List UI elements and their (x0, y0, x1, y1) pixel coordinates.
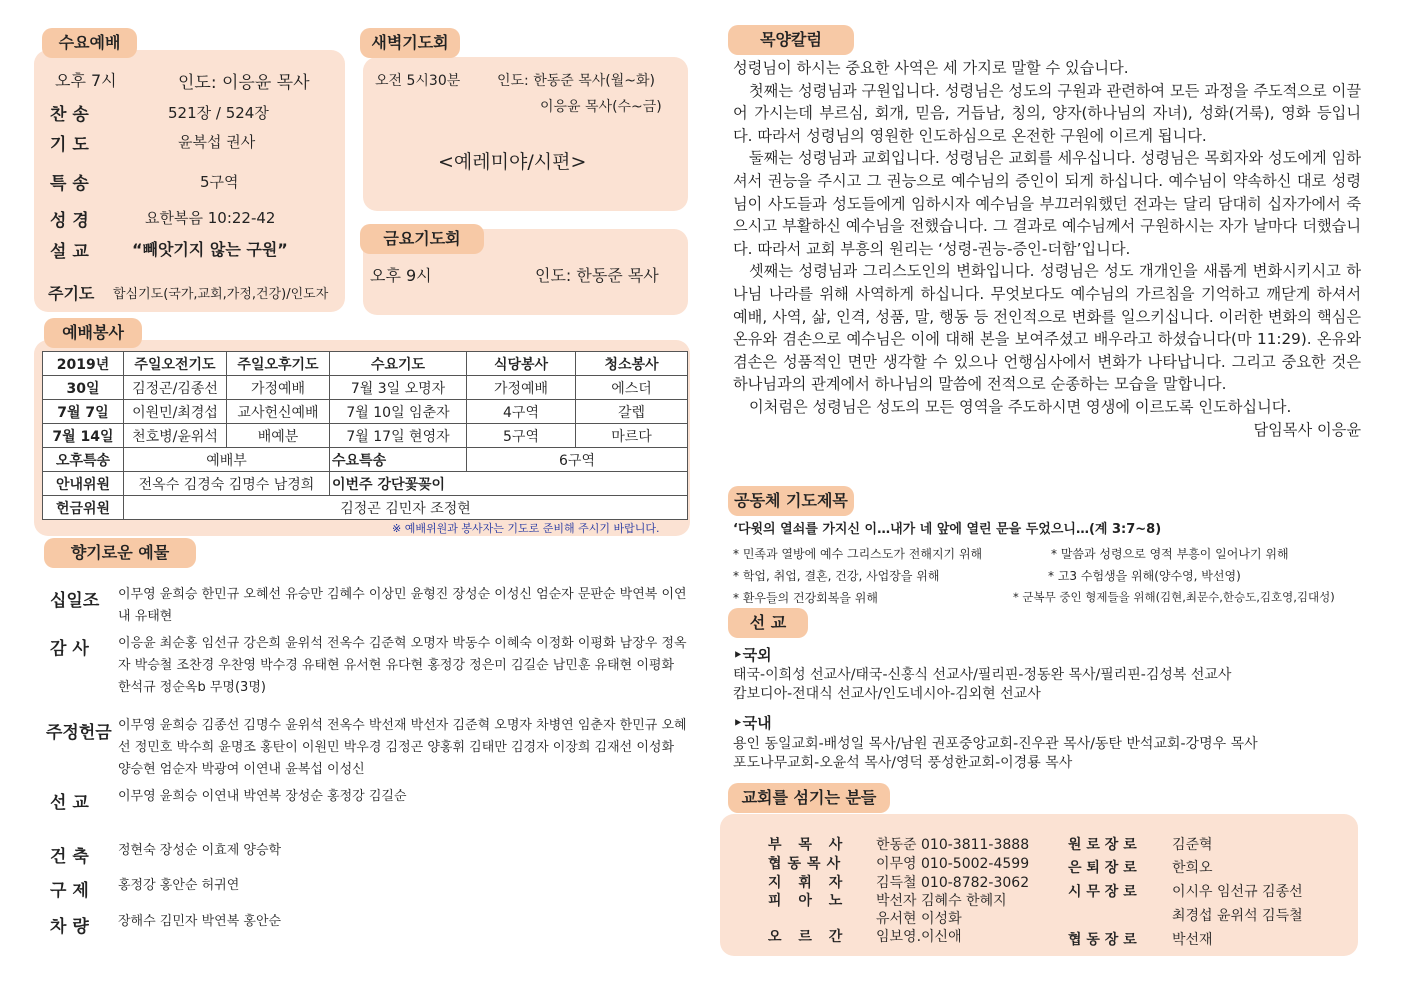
table-cell: 30일 (43, 376, 124, 400)
offering-group-label: 차 량 (50, 917, 89, 937)
table-cell: 7월 3일 오명자 (330, 376, 467, 400)
prayer-verse: ‘다윗의 열쇠를 가지신 이…내가 네 앞에 열린 문을 두었으니…(계 3:7~8) (733, 522, 1162, 537)
table-header: 주일오전기도 (124, 352, 227, 376)
staff-role: 부 목 사 (768, 837, 849, 853)
table-cell: 마르다 (576, 424, 688, 448)
mission-domestic-line: 용인 동일교회-배성일 목사/남원 권포중앙교회-진우관 목사/동탄 반석교회-강명우 목사 (733, 736, 1258, 752)
prayer-item: * 고3 수험생을 위해(양수영, 박선영) (1048, 569, 1241, 583)
offering-group-names: 이응윤 최순홍 임선규 강은희 윤위석 전옥수 김준혁 오명자 박동수 이혜숙 이정화 이평화 남장우 정옥자 박승철 조찬경 우찬영 박수경 유태현 유서현 유다현 홍정강 정은미 김길순 남민훈 유태현 이평화 한석규 정순옥b 무명(3명) (118, 636, 687, 695)
offering-group-names: 정현숙 장성순 이효제 양승학 (118, 843, 282, 858)
service-table (42, 351, 688, 520)
staff-role: 협동목사 (768, 856, 847, 872)
table-header: 수요기도 (330, 352, 467, 376)
prayer-item: * 말씀과 성령으로 영적 부흥이 일어나기 위해 (1051, 547, 1289, 561)
mission-domestic-title: ‣국내 (733, 714, 772, 732)
table-cell: 천호병/윤위석 (124, 424, 227, 448)
table-cell: 7월 14일 (43, 424, 124, 448)
wednesday-leader: 인도: 이응윤 목사 (178, 73, 310, 93)
offering-committee-value: 김정곤 김민자 조정현 (124, 496, 688, 520)
mission-overseas-line: 태국-이희성 선교사/태국-신홍식 선교사/필리핀-정동완 목사/필리핀-김성복 선교사 (733, 667, 1232, 683)
special-label: 특 송 (50, 174, 89, 194)
table-cell: 배예분 (227, 424, 330, 448)
flowers-value: 이번주 강단꽃꽂이 (330, 472, 688, 496)
staff-info: 한동준 010-3811-3888 (876, 837, 1030, 853)
mission-overseas-line: 캄보디아-전대식 선교사/인도네시아-김외현 선교사 (733, 686, 1041, 702)
staff-role: 오 르 간 (768, 929, 849, 945)
dawn-time: 오전 5시30분 (375, 73, 461, 89)
column-paragraph: 성령님이 하시는 중요한 사역은 세 가지로 말할 수 있습니다. (733, 59, 1129, 77)
staff-info: 김준혁 (1172, 837, 1213, 853)
staff-info: 이무영 010-5002-4599 (876, 856, 1030, 872)
staff-info: 최경섭 윤위석 김득철 (1172, 908, 1303, 924)
afternoon-value: 예배부 (124, 448, 330, 472)
offering-group-label: 십일조 (50, 591, 100, 611)
main-prayer-value: 합심기도(국가,교회,가정,건강)/인도자 (113, 287, 329, 302)
table-cell: 이원민/최경섭 (124, 400, 227, 424)
table-header: 2019년 (43, 352, 124, 376)
offering-group-label: 선 교 (50, 793, 89, 813)
service-tag: 예배봉사 (44, 318, 142, 348)
offering-group-names: 이무영 윤희승 한민규 오혜선 유승만 김혜수 이상민 윤형진 장성순 이성신 엄순자 문판순 박연복 이연내 유태현 (118, 587, 687, 624)
staff-info: 김득철 010-8782-3062 (876, 875, 1030, 891)
staff-role: 지 휘 자 (768, 875, 849, 891)
friday-tag: 금요기도회 (360, 224, 484, 254)
afternoon-label: 오후특송 (43, 448, 124, 472)
table-cell: 7월 7일 (43, 400, 124, 424)
staff-info: 박선자 김혜수 한혜지 (876, 893, 1007, 909)
wednesday-time: 오후 7시 (55, 71, 117, 90)
table-cell: 4구역 (467, 400, 576, 424)
offering-group-names: 이무영 윤희승 이연내 박연복 장성순 홍정강 김길순 (118, 789, 407, 804)
offering-committee-label: 헌금위원 (43, 496, 124, 520)
staff-role: 은 퇴 장 로 (1068, 860, 1137, 876)
wed-special-label: 수요특송 (330, 448, 467, 472)
prayer-label: 기 도 (50, 135, 89, 155)
scripture-label: 성 경 (50, 211, 89, 231)
table-cell: 교사헌신예배 (227, 400, 330, 424)
friday-time: 오후 9시 (370, 266, 432, 285)
table-row (43, 400, 688, 424)
staff-info: 박선재 (1172, 932, 1213, 948)
offering-group-names: 장해수 김민자 박연복 홍안순 (118, 914, 282, 929)
table-header: 주일오후기도 (227, 352, 330, 376)
wednesday-tag: 수요예배 (42, 28, 137, 58)
staff-role: 피 아 노 (768, 893, 849, 909)
mission-overseas-title: ‣국외 (733, 646, 772, 664)
table-cell: 5구역 (467, 424, 576, 448)
table-cell: 7월 17일 현영자 (330, 424, 467, 448)
table-header: 식당봉사 (467, 352, 576, 376)
table-cell: 가정예배 (467, 376, 576, 400)
scripture-value: 요한복음 10:22-42 (145, 209, 276, 227)
table-cell: 가정예배 (227, 376, 330, 400)
staff-role: 원 로 장 로 (1068, 837, 1137, 853)
table-header: 청소봉사 (576, 352, 688, 376)
table-cell: 에스더 (576, 376, 688, 400)
table-cell: 김정곤/김종선 (124, 376, 227, 400)
table-row (43, 376, 688, 400)
table-header-row (43, 352, 688, 376)
usher-value: 전옥수 김경숙 김명수 남경희 (124, 472, 330, 496)
offering-group-label: 감 사 (50, 639, 89, 659)
staff-role: 시 무 장 로 (1068, 884, 1137, 900)
dawn-leader1: 인도: 한동준 목사(월~화) (497, 73, 655, 89)
hymn-value: 521장 / 524장 (168, 104, 269, 122)
offering-group-names: 홍정강 홍안순 허귀연 (118, 878, 240, 893)
staff-tag: 교회를 섬기는 분들 (728, 783, 890, 813)
special-value: 5구역 (200, 173, 239, 191)
staff-info: 유서현 이성화 (876, 911, 962, 927)
table-row (43, 448, 688, 472)
column-signature: 담임목사 이응윤 (1253, 420, 1361, 439)
main-prayer-label: 주기도 (48, 284, 95, 303)
table-row (43, 472, 688, 496)
wed-special-value: 6구역 (467, 448, 688, 472)
friday-leader: 인도: 한동준 목사 (535, 266, 659, 285)
column-paragraph: 둘째는 성령님과 교회입니다. 성령님은 교회를 세우십니다. 성령님은 목회자와 성도에게 임하셔서 권능을 주시고 그 권능으로 예수님의 증인이 되게 하십니다. 예수님이 약속하신 대로 성령님이 사도들과 성도들에게 임하시자 예수님을 부끄러워했던 전과는 달리 담대히 십자가에서 죽으시고 부활하신 예수님을 전했습니다. 그 결과로 예수님께서 구원하시는 자가 날마다 더했습니다. 따라서 교회 부흥의 원리는 ‘성령-권능-증인-더함’입니다. (733, 149, 1361, 258)
prayer-item: * 민족과 열방에 예수 그리스도가 전해지기 위해 (733, 547, 983, 561)
staff-info: 이시우 임선규 김종선 (1172, 884, 1303, 900)
sermon-value: “빼앗기지 않는 구원” (132, 240, 288, 259)
column-paragraph: 이처럼은 성령님은 성도의 모든 영역을 주도하시면 영생에 이르도록 인도하십니다. (749, 397, 1292, 416)
column-paragraph: 셋째는 성령님과 그리스도인의 변화입니다. 성령님은 성도 개개인을 새롭게 변화시키시고 하나님 나라를 위해 사역하게 하십니다. 무엇보다도 예수님의 가르침을 기억하고 깨닫게 하셔서 예배, 사역, 삶, 인격, 성품, 말, 행동 등 전인적으로 변화를 일으키십니다. 이러한 변화의 핵심은 온유와 겸손으로 예수님은 이에 대해 본을 보여주셨고 배우라고 하셨습니다(마 11:29). 온유와 겸손은 성품적인 면만 생각할 수 있으나 언행심사에서 변화가 나타납니다. 그리고 중요한 것은 하나님과의 관계에서 하나님의 말씀에 전적으로 순종하는 모습을 말합니다. (733, 262, 1361, 394)
offering-group-label: 구 제 (50, 881, 89, 901)
table-row (43, 496, 688, 520)
column-body (733, 57, 1361, 441)
sermon-label: 설 교 (50, 242, 89, 262)
prayer-topics-tag: 공동체 기도제목 (728, 486, 854, 516)
prayer-item: * 학업, 취업, 결혼, 건강, 사업장을 위해 (733, 569, 940, 583)
offering-group-names: 이무영 윤희승 김종선 김명수 윤위석 전옥수 박선재 박선자 김준혁 오명자 차병연 임춘자 한민규 오혜선 정민호 박수희 윤명조 홍탄이 이원민 박우경 김정곤 양홍휘 김태만 김경자 이장희 김재선 이성화 양승현 엄순자 박광여 이연내 윤복섭 이성신 (118, 718, 687, 777)
staff-info: 한희오 (1172, 860, 1213, 876)
column-tag: 목양칼럼 (728, 25, 854, 55)
prayer-item: * 환우들의 건강회복을 위해 (733, 591, 878, 605)
mission-tag: 선 교 (728, 608, 808, 638)
table-cell: 갈렙 (576, 400, 688, 424)
usher-label: 안내위원 (43, 472, 124, 496)
service-note: ※ 예배위원과 봉사자는 기도로 준비해 주시기 바랍니다. (392, 522, 660, 535)
dawn-tag: 새벽기도회 (360, 28, 460, 58)
prayer-item: * 군복무 중인 형제들을 위해(김현,최문수,한승도,김호영,김대성) (1013, 590, 1335, 604)
mission-domestic-line: 포도나무교회-오윤석 목사/영덕 풍성한교회-이경룡 목사 (733, 755, 1073, 771)
offerings-tag: 향기로운 예물 (44, 538, 196, 568)
offering-group-label: 건 축 (50, 847, 89, 867)
prayer-value: 윤복섭 권사 (178, 133, 256, 151)
offering-group-label: 주정헌금 (46, 723, 112, 743)
hymn-label: 찬 송 (50, 105, 89, 125)
table-cell: 7월 10일 임춘자 (330, 400, 467, 424)
dawn-leader2: 이응윤 목사(수~금) (540, 99, 662, 115)
dawn-series: <예레미야/시편> (438, 151, 587, 173)
table-row (43, 424, 688, 448)
staff-role: 협 동 장 로 (1068, 932, 1137, 948)
column-paragraph: 첫째는 성령님과 구원입니다. 성령님은 성도의 구원과 관련하여 모든 과정을 주도적으로 이끌어 가시는데 부르심, 회개, 믿음, 거듭남, 칭의, 양자(하나님의 자녀), 성화(거룩), 영화 등입니다. 따라서 성령님의 영원한 인도하심으로 온전한 구원에 이르게 됩니다. (733, 81, 1361, 145)
staff-info: 임보영.이신애 (876, 929, 962, 945)
